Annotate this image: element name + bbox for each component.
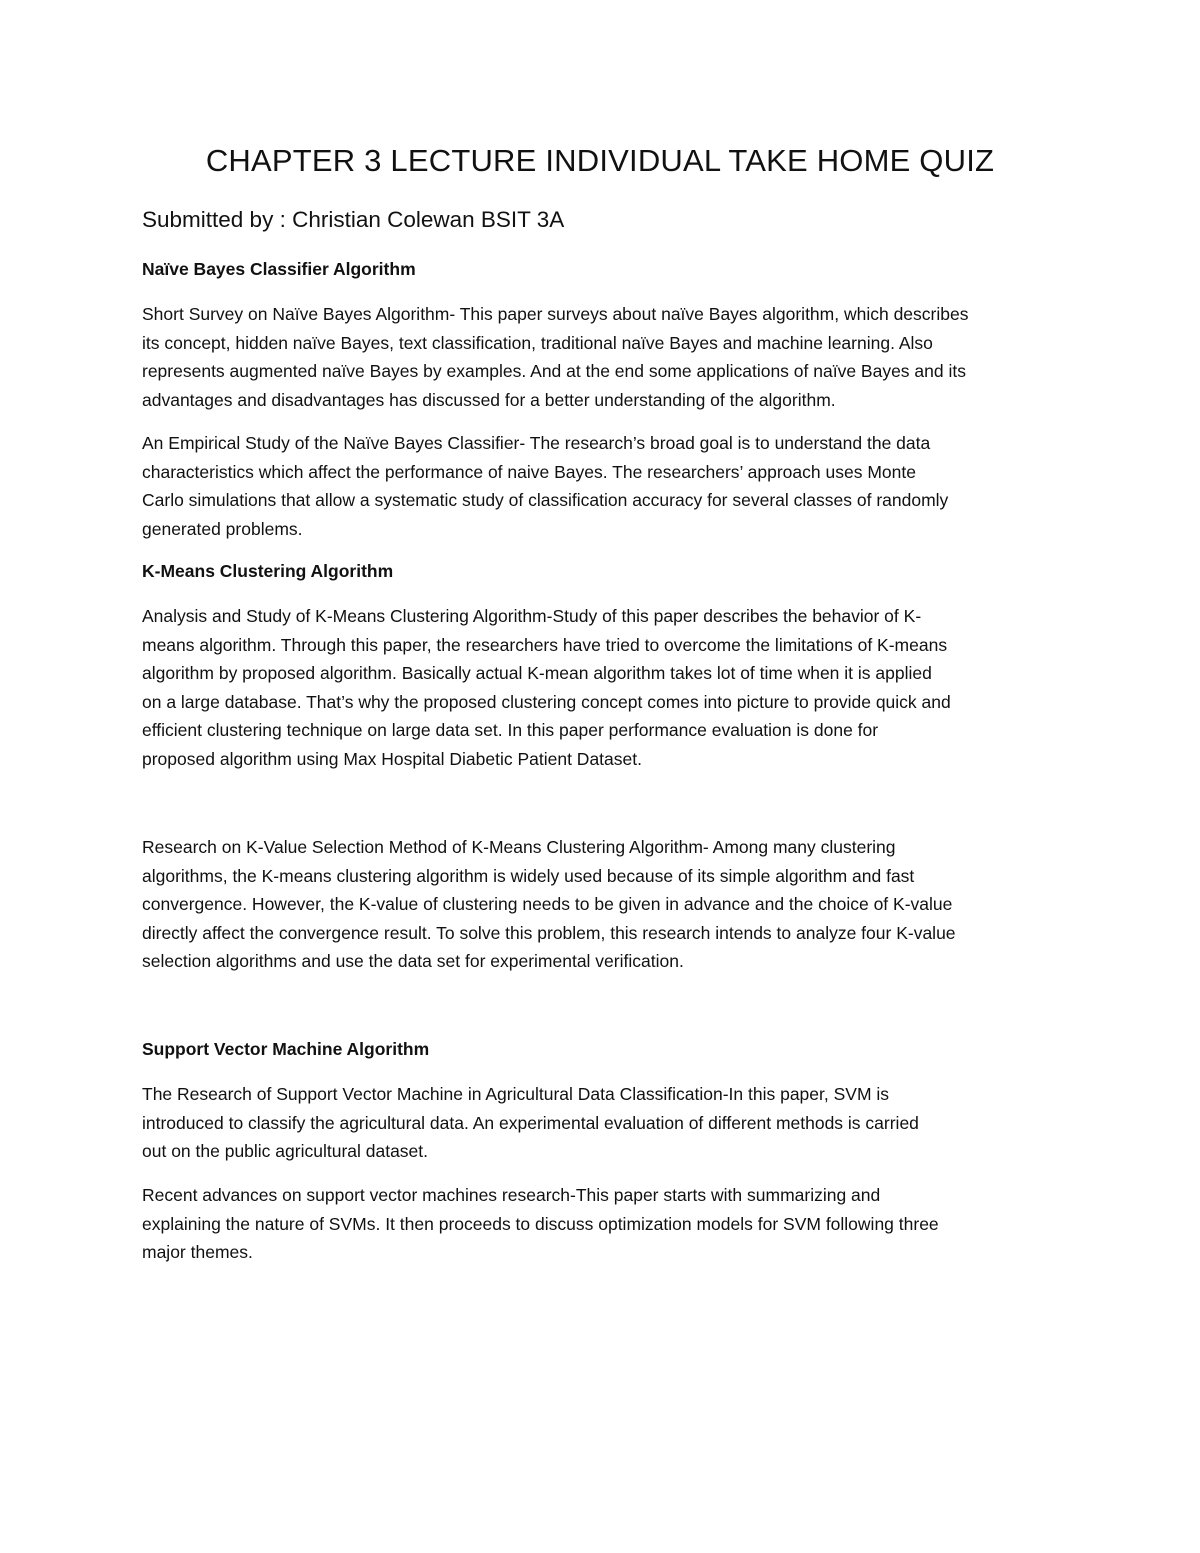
submitted-by-line: Submitted by : Christian Colewan BSIT 3A: [142, 207, 565, 232]
paragraph-line: on a large database. That’s why the proposed clustering concept comes into picture to provide quick and: [142, 691, 951, 712]
paragraph-line: its concept, hidden naïve Bayes, text classification, traditional naïve Bayes and machine learning. Also: [142, 332, 933, 353]
section-heading-k-means: K-Means Clustering Algorithm: [142, 561, 394, 581]
paragraph-line: efficient clustering technique on large data set. In this paper performance evaluation is done for: [142, 720, 879, 740]
paragraph-line: explaining the nature of SVMs. It then proceeds to discuss optimization models for SVM following three: [142, 1213, 939, 1234]
document-title: CHAPTER 3 LECTURE INDIVIDUAL TAKE HOME QUIZ: [205, 143, 995, 178]
paragraph-line: algorithms, the K-means clustering algorithm is widely used because of its simple algorithm and fast: [142, 865, 915, 886]
paragraph-svm-agricultural: [142, 1080, 1062, 1166]
paragraph-line: Research on K-Value Selection Method of K-Means Clustering Algorithm- Among many clustering: [142, 837, 896, 857]
paragraph-line: represents augmented naïve Bayes by examples. And at the end some applications of naïve Bayes and its: [142, 361, 966, 381]
paragraph-line: major themes.: [142, 1242, 253, 1262]
section-heading-naive-bayes: Naïve Bayes Classifier Algorithm: [142, 259, 416, 279]
paragraph-line: generated problems.: [142, 518, 303, 539]
paragraph-svm-recent-advances: [142, 1181, 1062, 1267]
paragraph-analysis-k-means: [142, 602, 1062, 773]
section-heading-svm: Support Vector Machine Algorithm: [142, 1039, 430, 1059]
paragraph-line: convergence. However, the K-value of clustering needs to be given in advance and the choice of K-value: [142, 894, 953, 914]
paragraph-line: introduced to classify the agricultural data. An experimental evaluation of different methods is carried: [142, 1112, 919, 1133]
paragraph-empirical-study-naive-bayes: [142, 429, 1062, 543]
paragraph-line: means algorithm. Through this paper, the researchers have tried to overcome the limitations of K-means: [142, 634, 948, 655]
paragraph-line: Analysis and Study of K-Means Clustering Algorithm-Study of this paper describes the behavior of K-: [142, 606, 922, 626]
paragraph-line: Short Survey on Naïve Bayes Algorithm- This paper surveys about naïve Bayes algorithm, which describes: [142, 304, 969, 324]
paragraph-line: advantages and disadvantages has discussed for a better understanding of the algorithm.: [142, 389, 836, 410]
paragraph-line: An Empirical Study of the Naïve Bayes Classifier- The research’s broad goal is to understand the data: [142, 433, 931, 453]
paragraph-short-survey-naive-bayes: [142, 300, 1062, 414]
paragraph-line: Carlo simulations that allow a systematic study of classification accuracy for several classes of randomly: [142, 490, 949, 510]
paragraph-line: selection algorithms and use the data set for experimental verification.: [142, 951, 684, 971]
paragraph-line: The Research of Support Vector Machine in Agricultural Data Classification-In this paper, SVM is: [142, 1084, 890, 1104]
paragraph-k-value-selection: [142, 833, 1062, 976]
paragraph-line: out on the public agricultural dataset.: [142, 1141, 429, 1161]
paragraph-line: directly affect the convergence result. To solve this problem, this research intends to analyze four K-value: [142, 922, 956, 943]
paragraph-line: Recent advances on support vector machines research-This paper starts with summarizing and: [142, 1185, 881, 1205]
paragraph-line: proposed algorithm using Max Hospital Diabetic Patient Dataset.: [142, 748, 642, 769]
paragraph-line: algorithm by proposed algorithm. Basically actual K-mean algorithm takes lot of time when it is applied: [142, 663, 932, 683]
paragraph-line: characteristics which affect the performance of naive Bayes. The researchers’ approach uses Monte: [142, 461, 916, 482]
